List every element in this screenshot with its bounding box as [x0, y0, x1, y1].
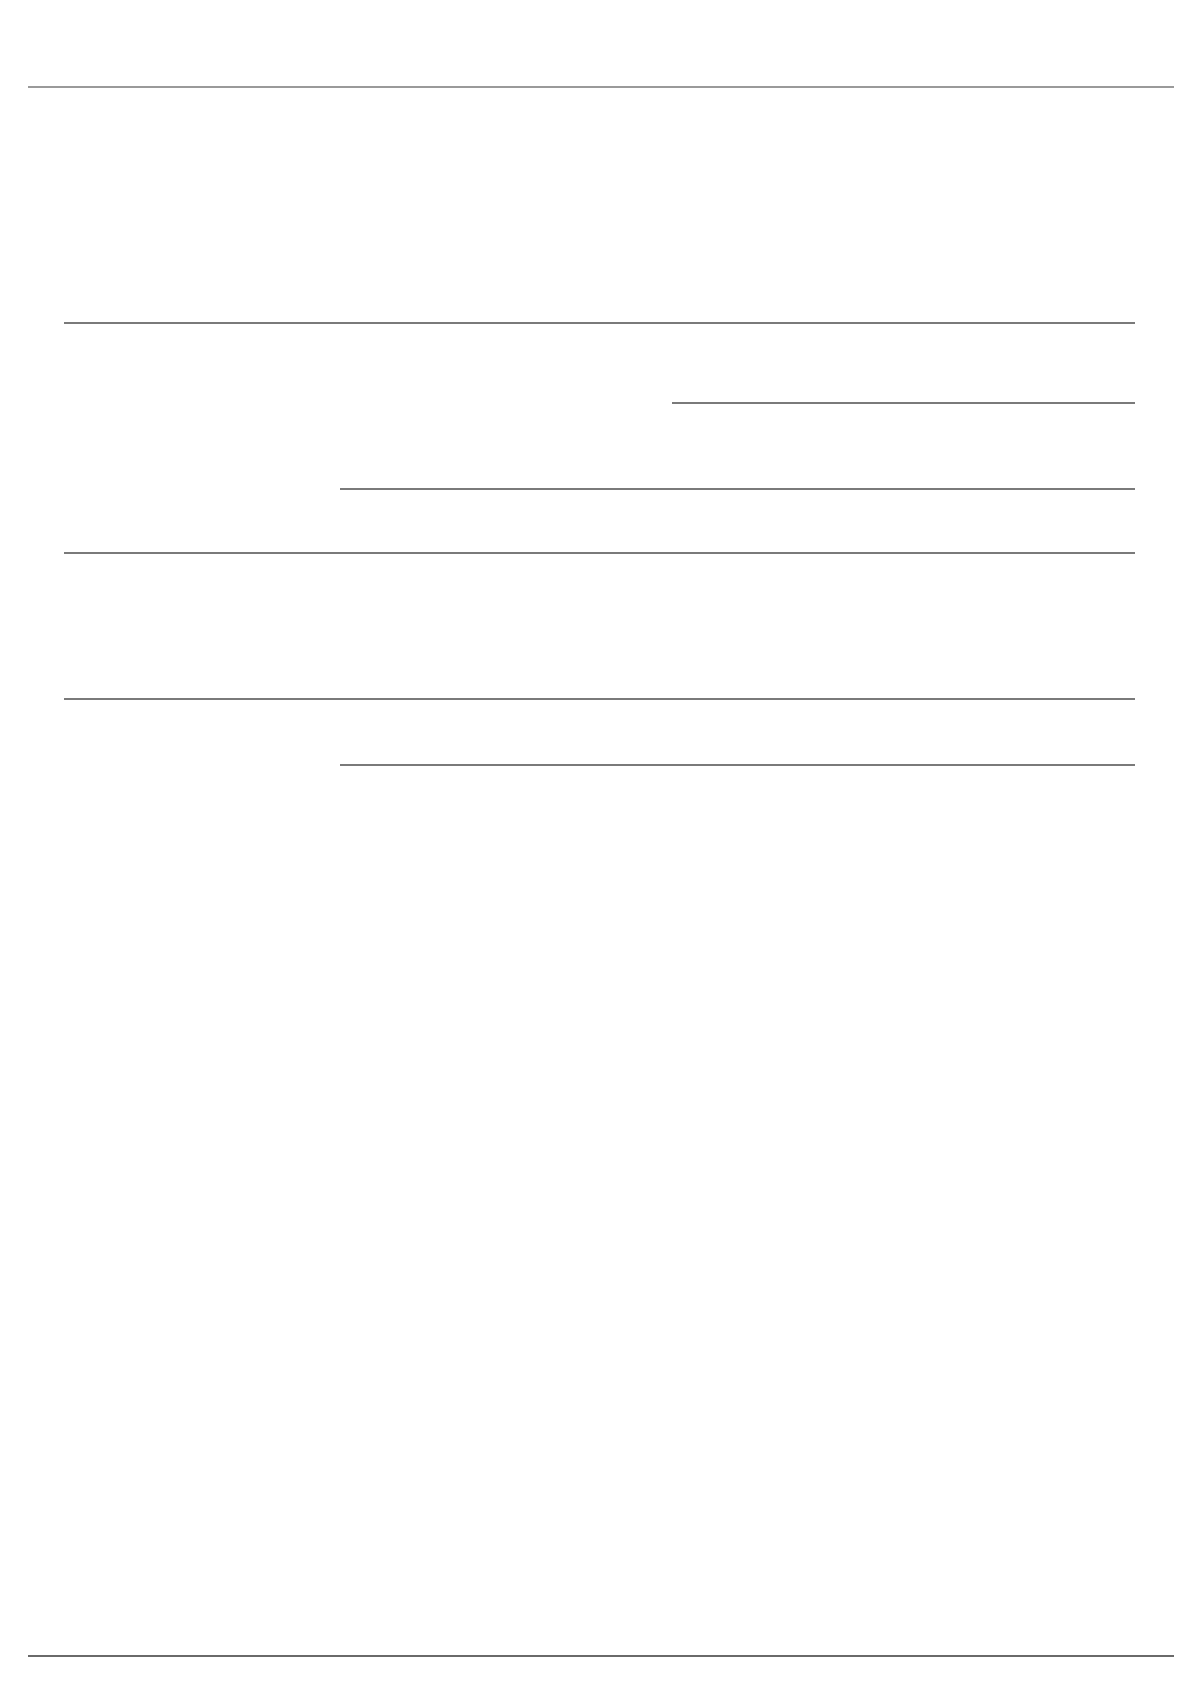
table-row-divider: [64, 552, 1135, 554]
table-row-divider: [672, 402, 1135, 404]
footer-divider: [28, 1655, 1174, 1657]
table-row-divider: [340, 764, 1135, 766]
table-row-divider: [340, 488, 1135, 490]
page-header: [28, 52, 1174, 88]
table-header-divider: [64, 322, 1135, 324]
table-row-divider: [64, 698, 1135, 700]
